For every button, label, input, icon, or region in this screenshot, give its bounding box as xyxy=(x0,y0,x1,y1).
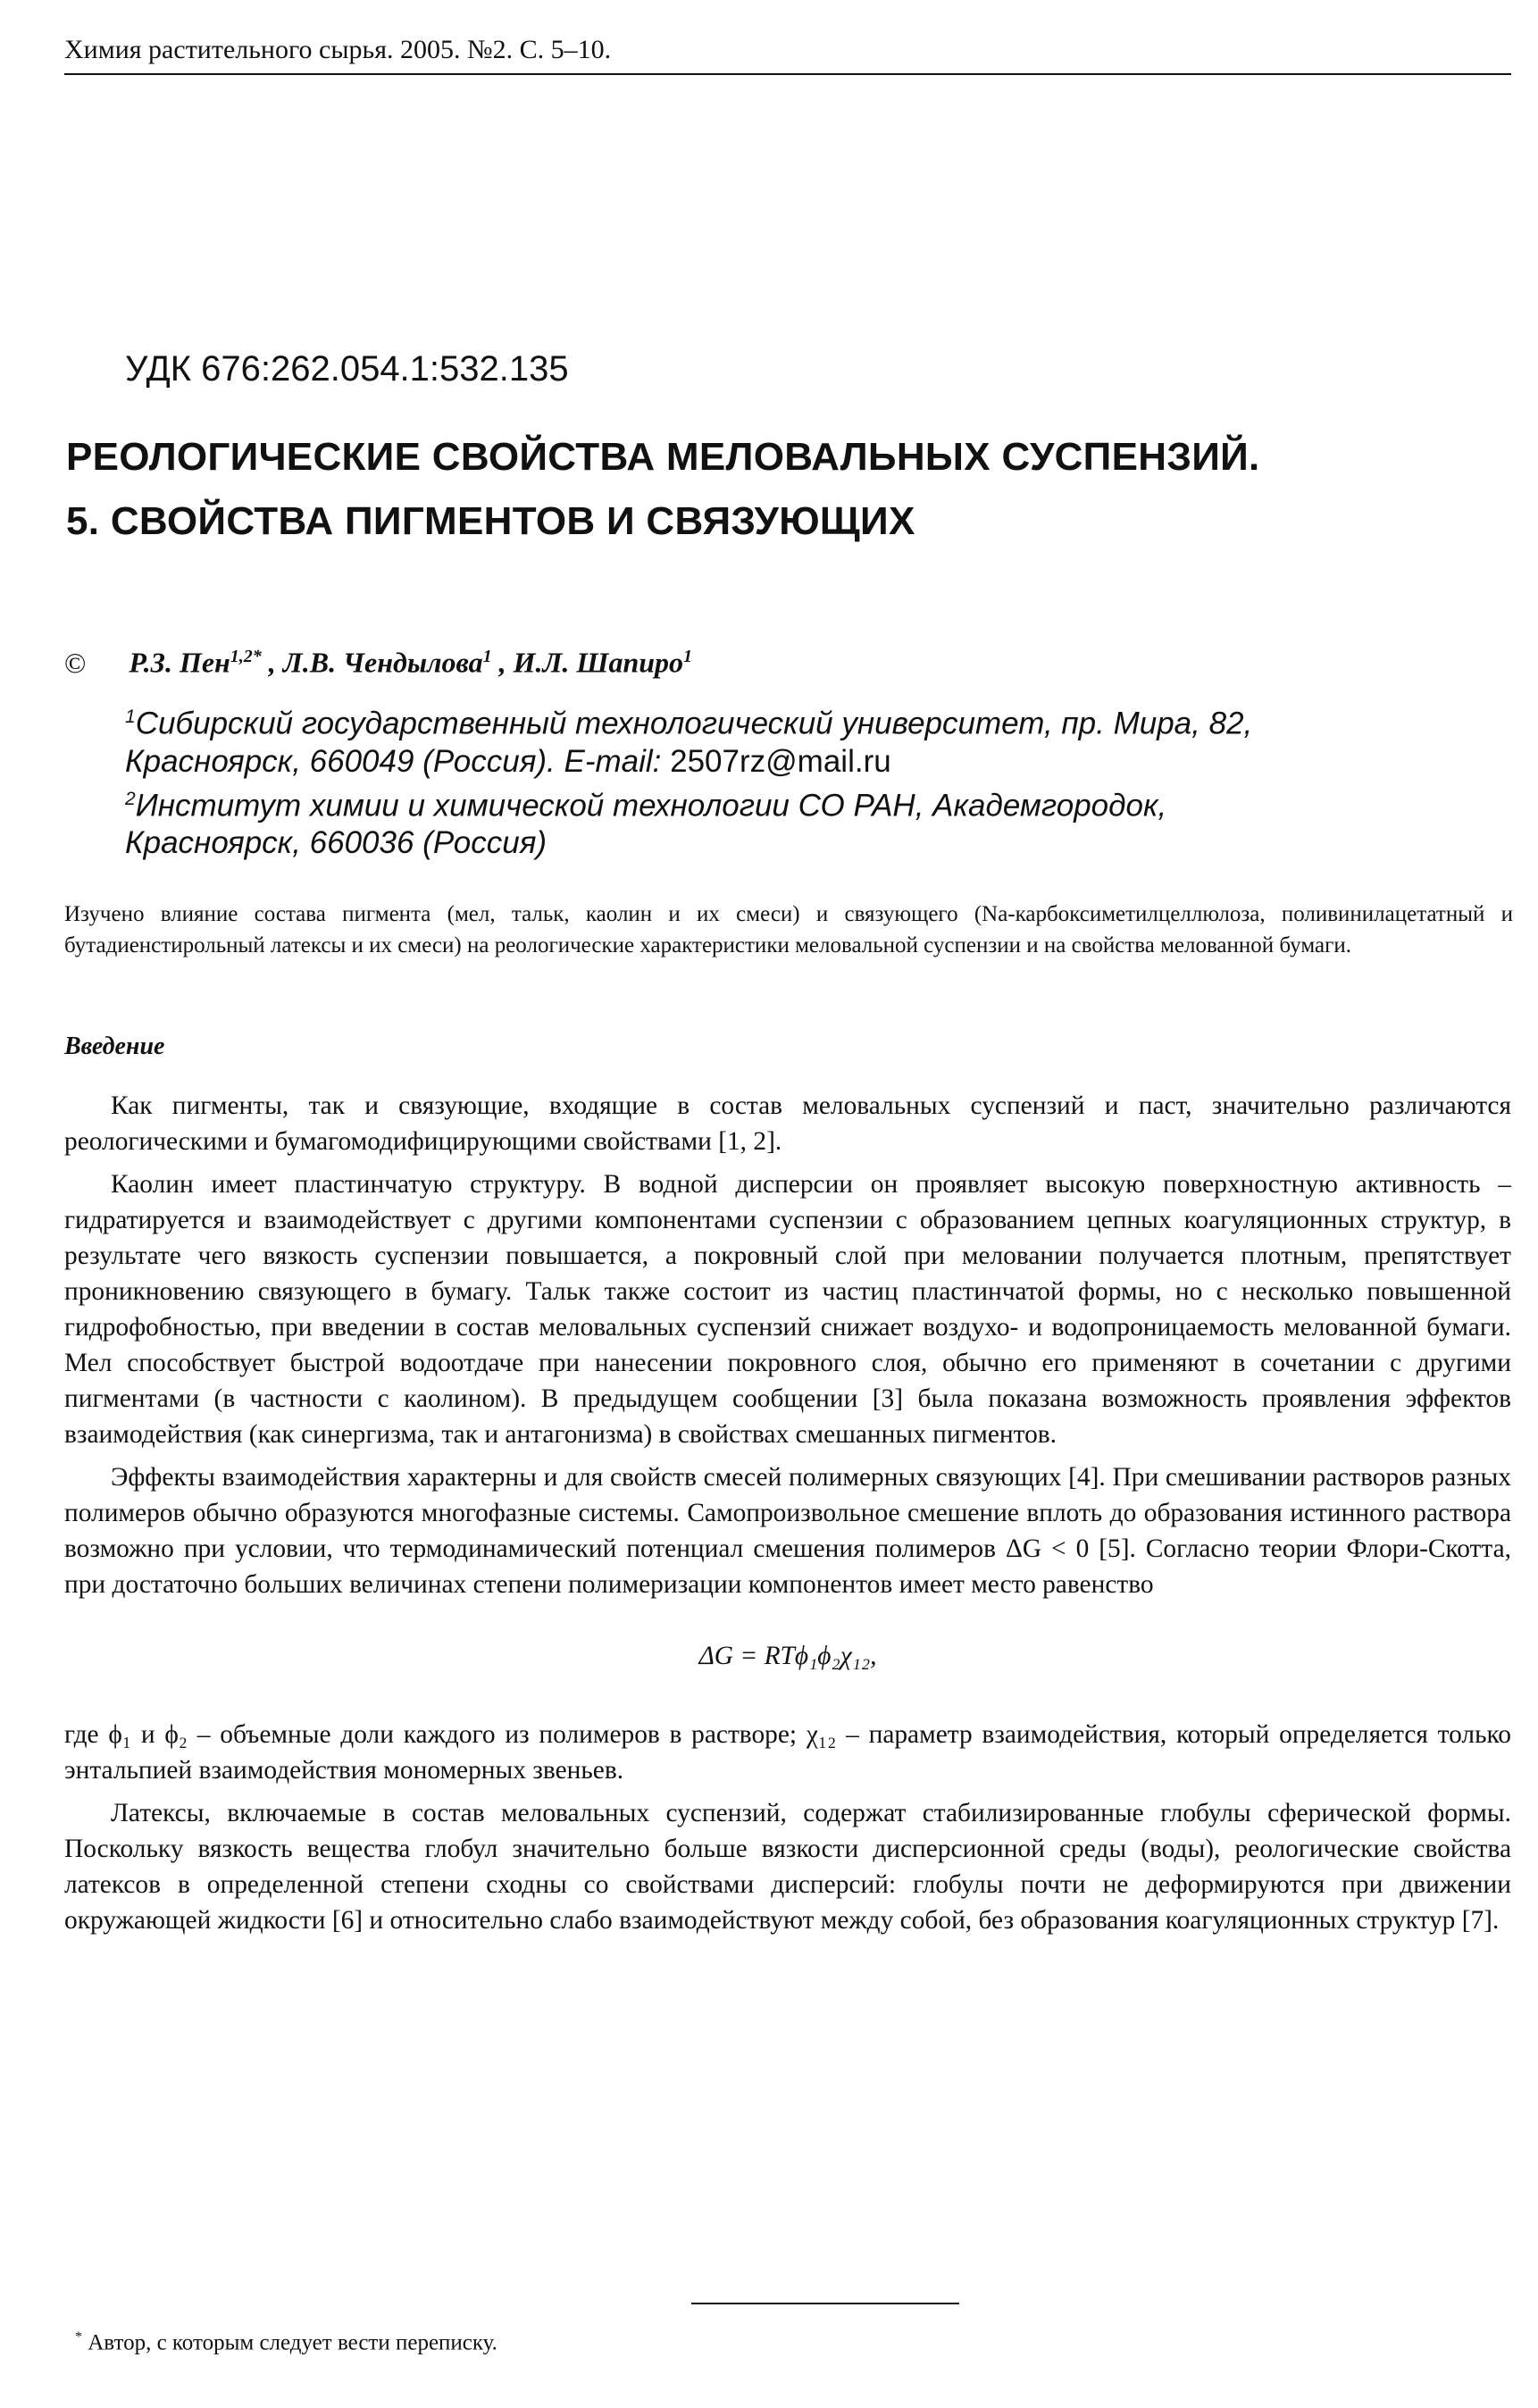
affiliation-1-line-1: Сибирский государственный технологический университет, пр. Мира, 82, xyxy=(135,706,1253,741)
author-2-affil: 1 xyxy=(482,647,492,666)
email-address: 2507rz@mail.ru xyxy=(670,743,891,779)
paragraph-2: Каолин имеет пластинчатую структуру. В водной дисперсии он проявляет высокую поверхностную активность – гидратируется и взаимодействует с другими компонентами суспензии с образованием цепных коагуляционных структур, в результате чего вязкость суспензии повышается, а покровный слой при меловании получается плотным, препятствует проникновению связующего в бумагу. Тальк также состоит из частиц пластинчатой формы, но с несколько повышенной гидрофобностью, при введении в состав меловальных суспензий снижает воздухо- и водопроницаемость мелованной бумаги. Мел способствует быстрой водоотдаче при нанесении покровного слоя, обычно его применяют в сочетании с другими пигментами (в частности с каолином). В предыдущем сообщении [3] была показана возможность проявления эффектов взаимодействия (как синергизма, так и антагонизма) в свойствах смешанных пигментов. xyxy=(64,1170,1511,1449)
header-rule xyxy=(64,73,1511,75)
footnote-mark: * xyxy=(75,2329,82,2345)
equation: ΔG = RTϕ₁ϕ₂χ₁₂, xyxy=(698,1642,877,1670)
affiliation-2 xyxy=(125,781,1465,825)
abstract: Изучено влияние состава пигмента (мел, тальк, каолин и их смеси) и связующего (Na-карбоксиметилцеллюлоза, поливинилацетатный и бутадиенстирольный латексы и их смеси) на реологические характеристики меловальной суспензии и на свойства мелованной бумаги. xyxy=(64,902,1513,957)
section-heading: Введение xyxy=(64,1033,165,1060)
author-1-affil: 1,2* xyxy=(230,647,262,666)
affiliation-2-line-2: Красноярск, 660036 (Россия) xyxy=(125,825,547,861)
body-text xyxy=(64,1088,1511,1945)
affiliation-1-line-2: Красноярск, 660049 (Россия). E-mail: xyxy=(125,743,671,779)
affiliation-1-cont xyxy=(125,743,1465,781)
author-3: , И.Л. Шапиро xyxy=(498,646,684,679)
copyright-symbol: © xyxy=(64,646,87,679)
affiliation-2-mark: 2 xyxy=(125,788,136,809)
footnote xyxy=(75,2322,497,2358)
footnote-text: Автор, с которым следует вести переписку. xyxy=(82,2330,497,2355)
title-line-2: 5. СВОЙСТВА ПИГМЕНТОВ И СВЯЗУЮЩИХ xyxy=(66,499,915,543)
paragraph-1: Как пигменты, так и связующие, входящие в состав меловальных суспензий и паст, значительно различаются реологическими и бумагомодифицирующими свойствами [1, 2]. xyxy=(64,1091,1511,1156)
affiliation-2-cont xyxy=(125,824,1465,862)
udk-code: УДК 676:262.054.1:532.135 xyxy=(125,349,569,389)
author-1: Р.З. Пен xyxy=(129,646,230,679)
running-head: Химия растительного сырья. 2005. №2. С. 5–10. xyxy=(64,35,612,64)
author-3-affil: 1 xyxy=(683,647,693,666)
affiliation-1-mark: 1 xyxy=(125,707,136,727)
paragraph-5: Латексы, включаемые в состав меловальных суспензий, содержат стабилизированные глобулы сферической формы. Поскольку вязкость вещества глобул значительно больше вязкости дисперсионной среды (воды), реологические свойства латексов в определенной степени сходны со свойствами дисперсий: глобулы почти не деформируются при движении окружающей жидкости [6] и относительно слабо взаимодействуют между собой, без образования коагуляционных структур [7]. xyxy=(64,1799,1511,1935)
affiliation-1 xyxy=(125,698,1465,743)
article-title xyxy=(66,425,1513,554)
paragraph-4: где ϕ₁ и ϕ₂ – объемные доли каждого из полимеров в растворе; χ₁₂ – параметр взаимодействия, который определяется только энтальпией взаимодействия мономерных звеньев. xyxy=(64,1720,1511,1785)
affiliations xyxy=(125,698,1465,862)
author-list xyxy=(64,638,692,681)
footnote-rule xyxy=(691,2303,959,2304)
author-2: , Л.В. Чендылова xyxy=(268,646,483,679)
title-line-1: РЕОЛОГИЧЕСКИЕ СВОЙСТВА МЕЛОВАЛЬНЫХ СУСПЕНЗИЙ. xyxy=(66,435,1260,479)
paragraph-3: Эффекты взаимодействия характерны и для свойств смесей полимерных связующих [4]. При смешивании растворов разных полимеров обычно образуются многофазные системы. Самопроизвольное смешение вплоть до образования истинного раствора возможно при условии, что термодинамический потенциал смешения полимеров ΔG < 0 [5]. Согласно теории Флори-Скотта, при достаточно больших величинах степени полимеризации компонентов имеет место равенство xyxy=(64,1463,1511,1599)
affiliation-2-line-1: Институт химии и химической технологии СО РАН, Академгородок, xyxy=(135,788,1167,824)
